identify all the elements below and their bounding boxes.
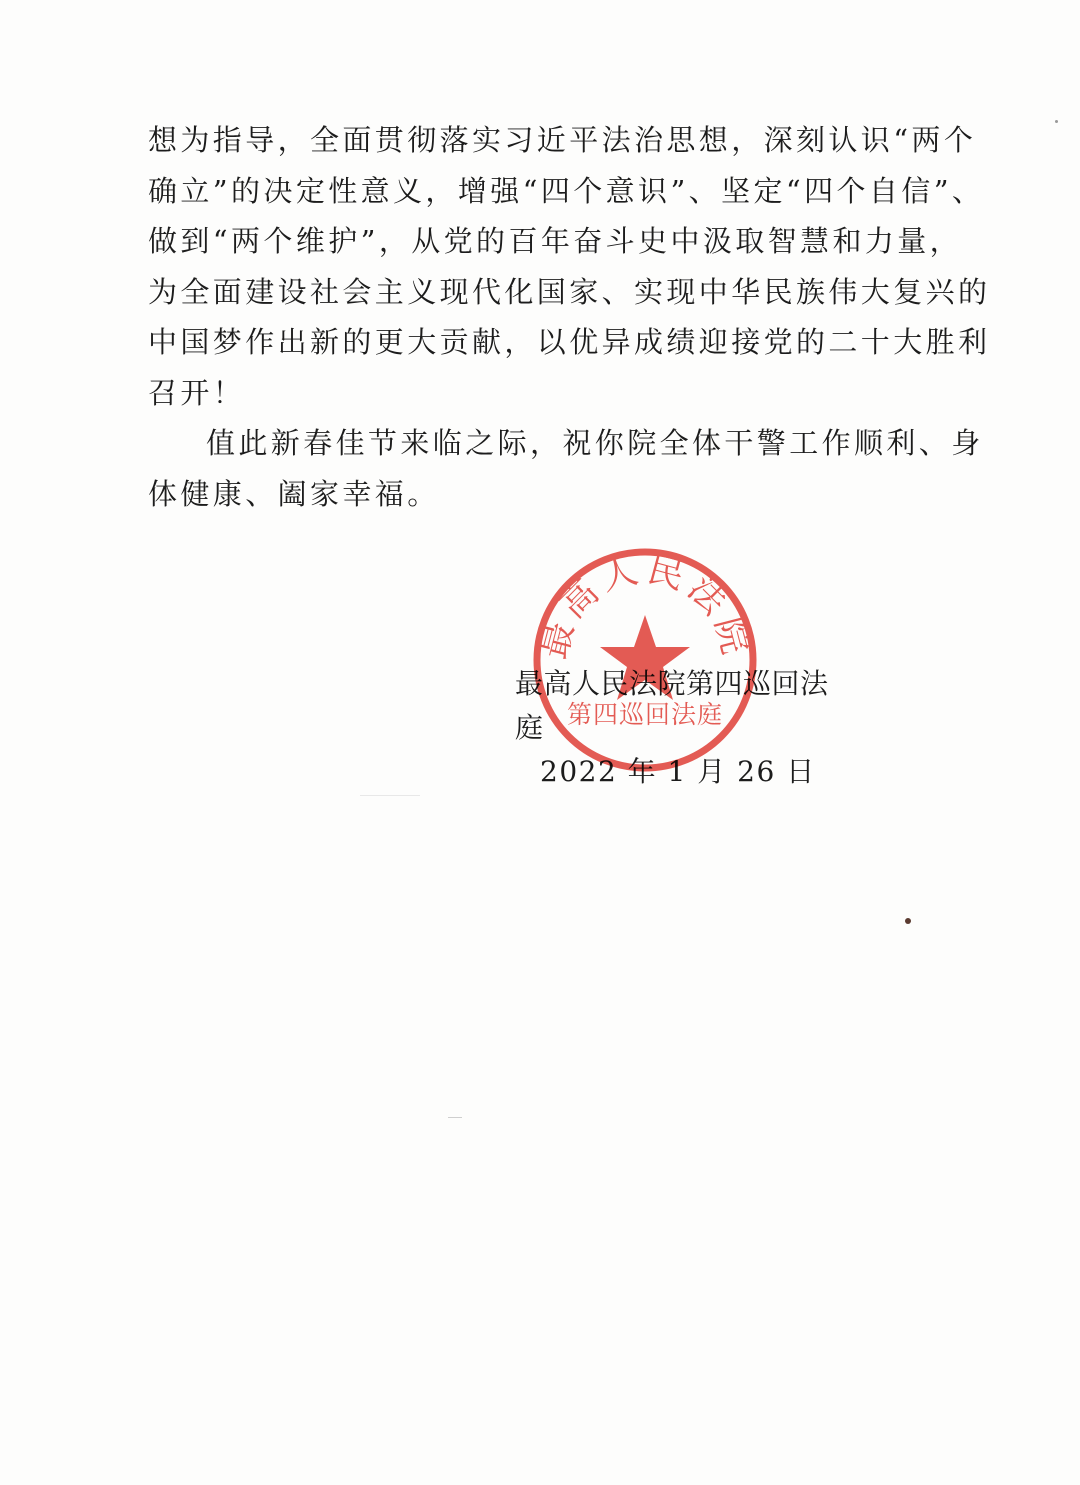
greeting-line: 值此新春佳节来临之际，祝你院全体干警工作顺利、身 [206, 426, 984, 460]
paragraph-line: 为全面建设社会主义现代化国家、实现中华民族伟大复兴的 [148, 274, 991, 309]
seal-bottom-text: 第四巡回法庭 [566, 700, 724, 729]
paragraph-line: 召开！ [148, 375, 246, 410]
scan-mark [448, 1117, 462, 1118]
seal-top-text: 最高人民法院 [533, 548, 757, 664]
letter-body [148, 115, 991, 519]
signature-organization: 最高人民法院第四巡回法庭 [515, 667, 829, 744]
official-seal-stamp [530, 545, 760, 775]
scan-speck [905, 918, 911, 924]
seal-star-icon [600, 615, 690, 700]
paragraph-line: 做到“两个维护”，从党的百年奋斗史中汲取智慧和力量， [148, 224, 963, 258]
paragraph-line: 确立”的决定性意义，增强“四个意识”、坚定“四个自信”、 [148, 173, 985, 208]
scan-speck [1055, 120, 1058, 123]
scan-mark [360, 795, 420, 796]
signature-date: 2022 年 1 月 26 日 [540, 755, 816, 788]
paragraph-line: 想为指导，全面贯彻落实习近平法治思想，深刻认识“两个 [148, 123, 977, 157]
greeting-line: 体健康、阖家幸福。 [148, 476, 440, 511]
paragraph-line: 中国梦作出新的更大贡献，以优异成绩迎接党的二十大胜利 [148, 325, 991, 359]
